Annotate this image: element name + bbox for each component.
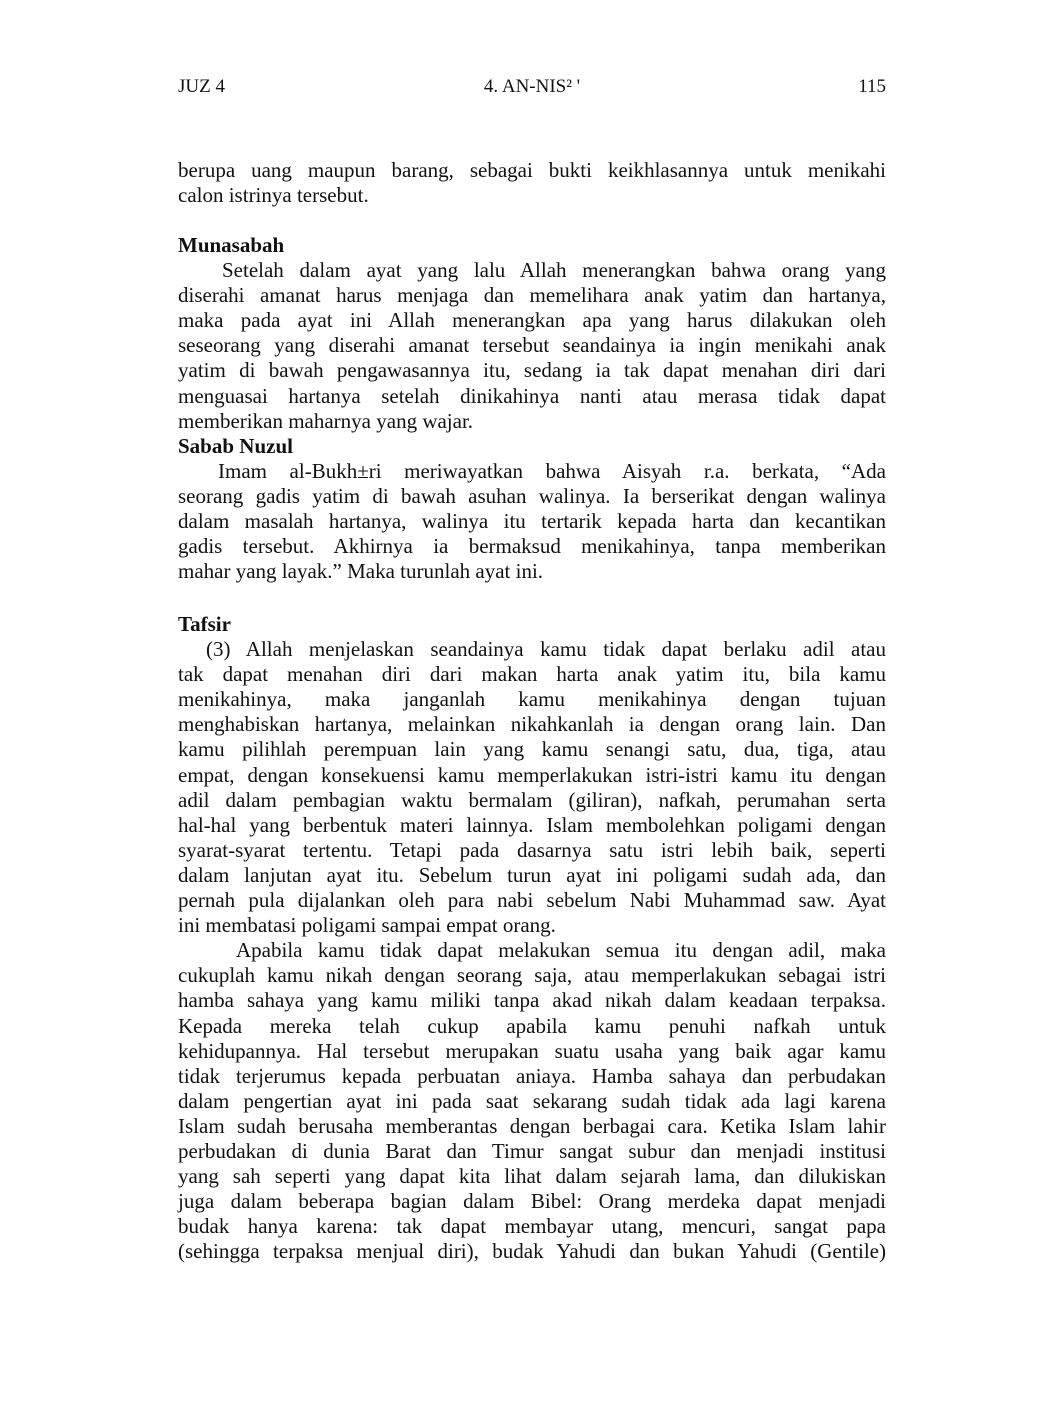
text-line: juga dalam beberapa bagian dalam Bibel: Orang merdeka dapat menjadi [178, 1189, 886, 1214]
text-line: hamba sahaya yang kamu miliki tanpa akad nikah dalam keadaan terpaksa. [178, 988, 886, 1013]
munasabah-section [178, 233, 886, 584]
running-header [178, 74, 886, 100]
text-line: (3) Allah menjelaskan seandainya kamu tidak dapat berlaku adil atau [206, 637, 886, 662]
section-heading-sabab-nuzul: Sabab Nuzul [178, 433, 293, 458]
text-line: gadis tersebut. Akhirnya ia bermaksud menikahinya, tanpa memberikan [178, 534, 886, 559]
section-heading-tafsir: Tafsir [178, 612, 231, 636]
text-line: cukuplah kamu nikah dengan seorang saja, atau memperlakukan sebagai istri [178, 963, 886, 988]
text-line: calon istrinya tersebut. [178, 183, 369, 208]
tafsir-section [178, 612, 886, 1264]
text-line: Kepada mereka telah cukup apabila kamu penuhi nafkah untuk [178, 1013, 886, 1038]
text-line: ini membatasi poligami sampai empat orang. [178, 913, 556, 938]
text-line: dalam masalah hartanya, walinya itu tertarik kepada harta dan kecantikan [178, 509, 886, 534]
text-line: Islam sudah berusaha memberantas dengan berbagai cara. Ketika Islam lahir [178, 1113, 886, 1138]
text-line: maka pada ayat ini Allah menerangkan apa yang harus dilakukan oleh [178, 308, 886, 333]
text-line: adil dalam pembagian waktu bermalam (giliran), nafkah, perumahan serta [178, 787, 886, 812]
section-heading-munasabah: Munasabah [178, 233, 285, 257]
text-line: syarat-syarat tertentu. Tetapi pada dasarnya satu istri lebih baik, seperti [178, 837, 886, 862]
text-line: pernah pula dijalankan oleh para nabi sebelum Nabi Muhammad saw. Ayat [178, 888, 886, 913]
text-line: seorang gadis yatim di bawah asuhan walinya. Ia berserikat dengan walinya [178, 483, 886, 508]
text-line: perbudakan di dunia Barat dan Timur sangat subur dan menjadi institusi [178, 1138, 886, 1163]
text-line: seseorang yang diserahi amanat tersebut seandainya ia ingin menikahi anak [178, 333, 886, 358]
text-line: Imam al-Bukh±ri meriwayatkan bahwa Aisyah r.a. berkata, “Ada [218, 458, 886, 483]
text-line: (sehingga terpaksa menjual diri), budak Yahudi dan bukan Yahudi (Gentile) [178, 1239, 886, 1264]
text-line: tidak terjerumus kepada perbuatan aniaya. Hamba sahaya dan perbudakan [178, 1063, 886, 1088]
text-line: kehidupannya. Hal tersebut merupakan suatu usaha yang baik agar kamu [178, 1038, 886, 1063]
text-line: hal-hal yang berbentuk materi lainnya. Islam membolehkan poligami dengan [178, 812, 886, 837]
text-line: Apabila kamu tidak dapat melakukan semua itu dengan adil, maka [236, 938, 886, 963]
munasabah-paragraph [178, 258, 886, 434]
text-line: tak dapat menahan diri dari makan harta anak yatim itu, bila kamu [178, 662, 886, 687]
tafsir-paragraph-1 [178, 637, 886, 938]
text-line: berupa uang maupun barang, sebagai bukti keikhlasannya untuk menikahi [178, 158, 886, 182]
text-line: menikahinya, maka janganlah kamu menikahinya dengan tujuan [178, 687, 886, 712]
intro-paragraph [178, 158, 886, 208]
text-line: yatim di bawah pengawasannya itu, sedang ia tak dapat menahan diri dari [178, 358, 886, 383]
text-line: memberikan maharnya yang wajar. [178, 408, 474, 433]
text-line: kamu pilihlah perempuan lain yang kamu senangi satu, dua, tiga, atau [178, 737, 886, 762]
text-line: dalam lanjutan ayat itu. Sebelum turun ayat ini poligami sudah ada, dan [178, 862, 886, 887]
sabab-nuzul-paragraph [178, 459, 886, 584]
text-line: diserahi amanat harus menjaga dan memelihara anak yatim dan hartanya, [178, 283, 886, 308]
text-line: mahar yang layak.” Maka turunlah ayat ini. [178, 559, 544, 584]
header-juz: JUZ 4 [178, 76, 225, 97]
header-surah-title: 4. AN-NIS² ' [483, 76, 581, 97]
text-line: menghabiskan hartanya, melainkan nikahkanlah ia dengan orang lain. Dan [178, 712, 886, 737]
text-line: yang sah seperti yang dapat kita lihat dalam sejarah lama, dan dilukiskan [178, 1164, 886, 1189]
text-line: Setelah dalam ayat yang lalu Allah menerangkan bahwa orang yang [222, 258, 886, 283]
text-line: dalam pengertian ayat ini pada saat sekarang sudah tidak ada lagi karena [178, 1088, 886, 1113]
header-page-number: 115 [858, 76, 886, 97]
text-line: budak hanya karena: tak dapat membayar utang, mencuri, sangat papa [178, 1214, 886, 1239]
tafsir-paragraph-2 [178, 938, 886, 1264]
text-line: menguasai hartanya setelah dinikahinya nanti atau merasa tidak dapat [178, 383, 886, 408]
text-line: empat, dengan konsekuensi kamu memperlakukan istri-istri kamu itu dengan [178, 762, 886, 787]
